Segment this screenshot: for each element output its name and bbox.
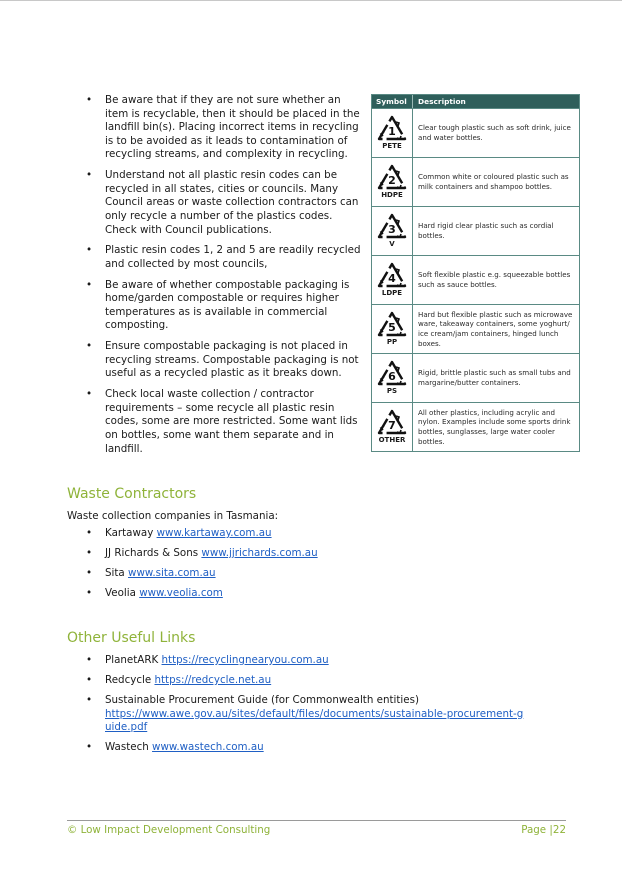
resin-code-number: 5 — [388, 321, 396, 334]
resin-abbreviation: LDPE — [381, 289, 403, 297]
list-item: • Sita www.sita.com.au — [86, 567, 546, 581]
resin-description: Rigid, brittle plastic such as small tubs and margarine/butter containers. — [418, 368, 571, 387]
veolia-link[interactable]: www.veolia.com — [139, 586, 223, 599]
list-item: • Sustainable Procurement Guide (for Commonwealth entities) https://www.awe.gov.au/sites/default/files/documents/sustainable-procurement-guide.pdf — [86, 694, 525, 735]
list-item: • PlanetARK https://recyclingnearyou.com.au — [86, 654, 546, 668]
list-item: • Kartaway www.kartaway.com.au — [86, 527, 546, 541]
resin-symbol — [372, 354, 413, 402]
resin-code-number: 6 — [388, 370, 396, 383]
resin-description: Hard but flexible plastic such as microwave ware, takeaway containers, some yoghurt/ ice cream/jam containers, hinged lunch boxes. — [418, 309, 573, 348]
useful-links-list — [86, 654, 546, 761]
table-row — [372, 157, 579, 206]
table-header — [372, 95, 579, 108]
resin-code-number: 7 — [388, 419, 396, 432]
list-item: • Redcycle https://redcycle.net.au — [86, 674, 546, 688]
redcycle-link[interactable]: https://redcycle.net.au — [154, 673, 272, 686]
resin-description: Clear tough plastic such as soft drink, juice and water bottles. — [418, 123, 571, 142]
resin-code-table — [371, 94, 580, 452]
planetark-link[interactable]: https://recyclingnearyou.com.au — [161, 654, 329, 666]
resin-abbreviation: PETE — [382, 142, 402, 150]
contractor-list — [86, 527, 546, 607]
resin-code-number: 2 — [388, 174, 396, 187]
resin-abbreviation: HDPE — [381, 191, 403, 199]
resin-abbreviation: PP — [386, 338, 398, 346]
resin-symbol — [372, 109, 413, 157]
procurement-guide-link[interactable]: https://www.awe.gov.au/sites/default/files/documents/sustainable-procurement-guide.pdf — [105, 707, 524, 734]
resin-symbol — [372, 256, 413, 304]
recycle-triangle-icon — [377, 409, 407, 436]
list-item: • Ensure compostable packaging is not placed in recycling streams. Compostable packaging is not useful as a recycled plastic as it breaks down. — [86, 340, 362, 381]
table-row — [372, 402, 579, 451]
resin-abbreviation: OTHER — [378, 436, 406, 444]
guidance-bullet-list — [86, 94, 362, 463]
recycle-triangle-icon — [377, 262, 407, 289]
list-item: • Plastic resin codes 1, 2 and 5 are readily recycled and collected by most councils, — [86, 244, 362, 271]
resin-description: Common white or coloured plastic such as milk containers and shampoo bottles. — [418, 172, 569, 191]
resin-description: Hard rigid clear plastic such as cordial bottles. — [418, 221, 554, 240]
jjrichards-link[interactable]: www.jjrichards.com.au — [201, 546, 318, 559]
recycle-triangle-icon — [377, 311, 407, 338]
resin-code-number: 4 — [388, 272, 396, 285]
list-item: • Understand not all plastic resin codes can be recycled in all states, cities or councils. Many Council areas or waste collection contractors can only recycle a number of the plastics codes. Check with Council publications. — [86, 169, 362, 237]
table-row — [372, 206, 579, 255]
footer-copyright: © Low Impact Development Consulting — [67, 824, 271, 836]
recycle-triangle-icon — [377, 213, 407, 240]
header-symbol: Symbol — [372, 95, 413, 108]
sita-link[interactable]: www.sita.com.au — [128, 566, 216, 579]
list-item: • Check local waste collection / contractor requirements – some recycle all plastic resin codes, some are more restricted. Some want lids on bottles, some want them separate and in landfill. — [86, 388, 362, 456]
kartaway-link[interactable]: www.kartaway.com.au — [156, 527, 272, 539]
resin-symbol — [372, 158, 413, 206]
list-item: • Be aware of whether compostable packaging is home/garden compostable or requires higher temperatures as is available in commercial composting. — [86, 279, 362, 333]
list-item: • Be aware that if they are not sure whether an item is recyclable, then it should be placed in the landfill bin(s). Placing incorrect items in recycling is to be avoided as it leads to contamination of recycling streams, and complexity in recycling. — [86, 94, 362, 162]
resin-code-number: 3 — [388, 223, 396, 236]
resin-symbol — [372, 403, 413, 451]
header-description: Description — [418, 97, 466, 106]
table-row — [372, 255, 579, 304]
page-footer — [67, 820, 566, 836]
page-number: Page |22 — [521, 824, 566, 836]
resin-code-number: 1 — [388, 125, 396, 138]
useful-links-heading: Other Useful Links — [67, 630, 196, 646]
waste-contractors-intro: Waste collection companies in Tasmania: — [67, 510, 279, 522]
recycle-triangle-icon — [377, 164, 407, 191]
list-item: • Wastech www.wastech.com.au — [86, 741, 546, 755]
table-row — [372, 304, 579, 353]
table-row — [372, 353, 579, 402]
recycle-triangle-icon — [377, 115, 407, 142]
resin-abbreviation: V — [389, 240, 395, 248]
recycle-triangle-icon — [377, 360, 407, 387]
resin-symbol — [372, 207, 413, 255]
resin-description: Soft flexible plastic e.g. squeezable bottles such as sauce bottles. — [418, 270, 571, 289]
wastech-link[interactable]: www.wastech.com.au — [152, 741, 264, 754]
resin-abbreviation: PS — [386, 387, 398, 395]
waste-contractors-heading: Waste Contractors — [67, 486, 197, 502]
resin-description: All other plastics, including acrylic and nylon. Examples include some sports drink bottles, sunglasses, large water cooler bottles. — [418, 407, 571, 446]
list-item: • JJ Richards & Sons www.jjrichards.com.au — [86, 547, 546, 561]
page-top-border — [0, 0, 622, 1]
list-item: • Veolia www.veolia.com — [86, 587, 546, 601]
resin-symbol — [372, 305, 413, 353]
table-row — [372, 108, 579, 157]
